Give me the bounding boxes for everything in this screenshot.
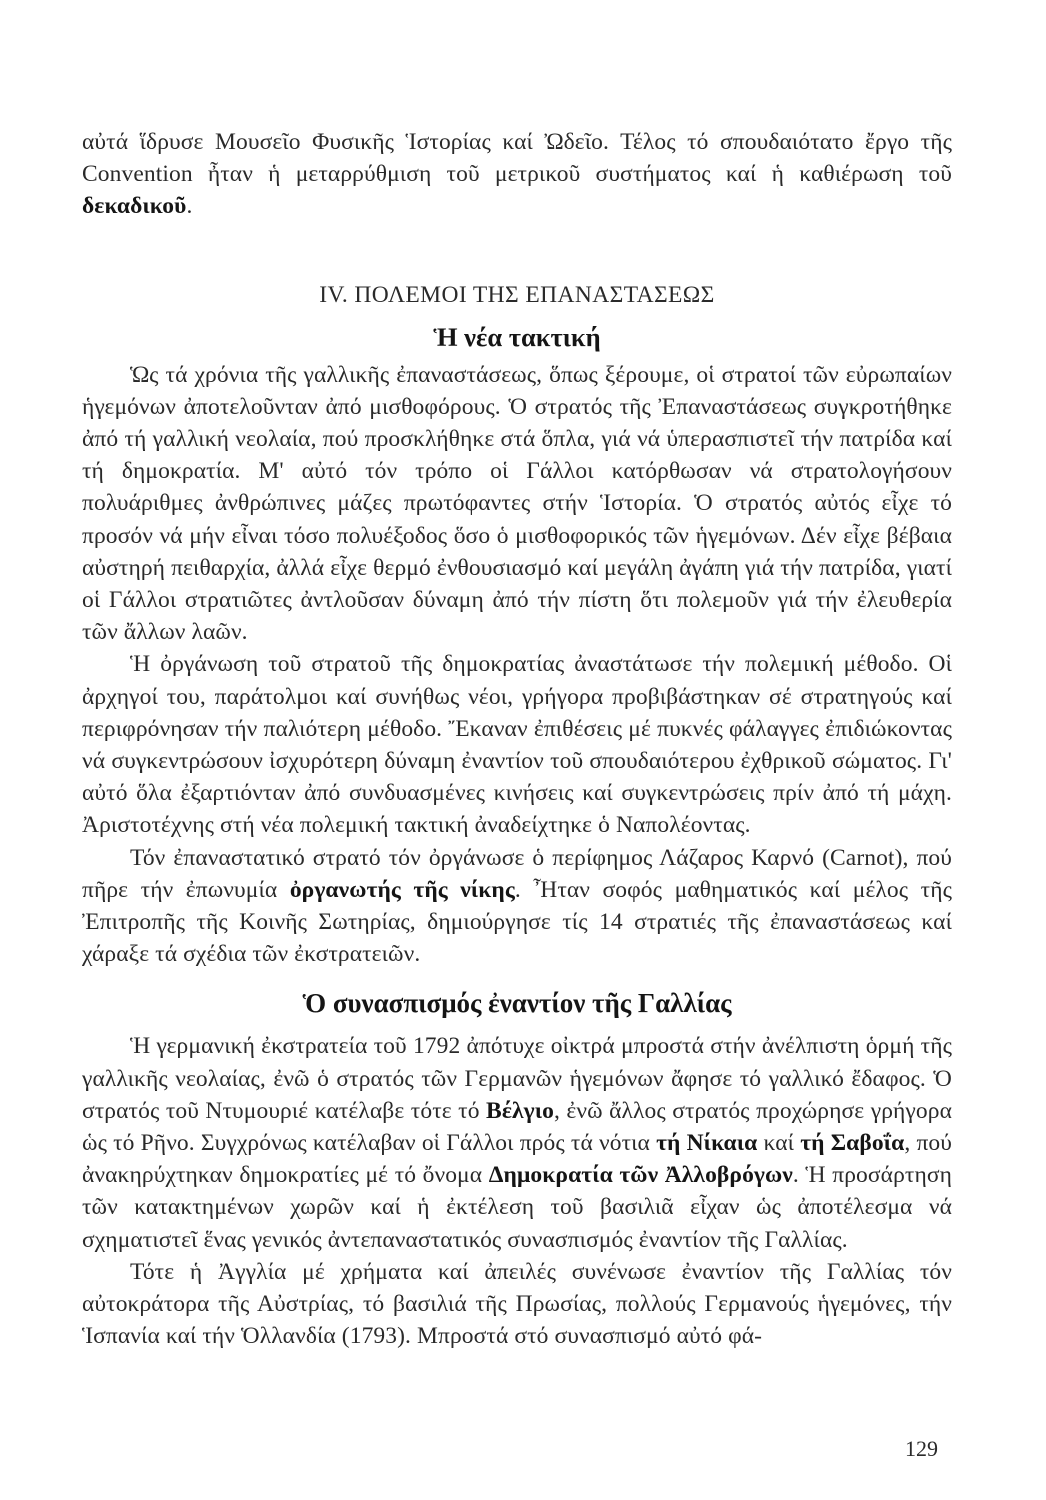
coalition-1-bold-allobroges: Δημοκρατία τῶν Ἀλλοβρόγων <box>488 1162 793 1189</box>
tactic-3-text-2: . Ἦταν σοφός μαθηματικός καί μέλος τῆς Ἐπιτροπῆς τῆς Κοινῆς Σωτηρίας, δημιούργησε τίς 14 στρατιές τῆς ἐπαναστάσεως καί χάραξε τά σχέδια τῶν ἐκστρατειῶν. <box>82 876 953 968</box>
paragraph-coalition-1 <box>82 1030 952 1255</box>
paragraph-tactic-2: Ἡ ὀργάνωση τοῦ στρατοῦ τῆς δημοκρατίας ἀναστάτωσε τήν πολεμική μέθοδο. Οἱ ἀρχηγοί του, παράτολμοι καί συνήθως νέοι, γρήγορα προβιβάστηκαν σέ στρατηγούς καί περιφρόνησαν τήν παλιότερη μέθοδο. Ἔκαναν ἐπιθέσεις μέ πυκνές φάλαγγες ἐπιδιώκοντας νά συγκεντρώσουν ἰσχυρότερη δύναμη ἐναντίον τοῦ σπουδαιότερου ἐχθρικοῦ σώματος. Γι' αὐτό ὅλα ἐξαρτιόνταν ἀπό συνδυασμένες κινήσεις καί συγκεντρώσεις πρίν ἀπό τή μάχη. Ἀριστοτέχνης στή νέα πολεμική τακτική ἀναδείχτηκε ὁ Ναπολέοντας. <box>82 651 952 839</box>
subsection-title-new-tactic: Ἡ νέα τακτική <box>433 321 601 352</box>
section-title: IV. ΠΟΛΕΜΟΙ ΤΗΣ ΕΠΑΝΑΣΤΑΣΕΩΣ <box>319 281 715 308</box>
intro-text-1: αὐτά ἵδρυσε Μουσεῖο Φυσικῆς Ἱστορίας καί Ὠδεῖο. Τέλος τό σπουδαιότατο ἔργο τῆς Convention ἦταν ἡ μεταρρύθμιση τοῦ μετρικοῦ συστήματος καί ἡ καθιέρωση τοῦ <box>82 129 952 188</box>
intro-paragraph <box>82 126 952 223</box>
coalition-1-bold-belgium: Βέλγιο <box>486 1097 554 1124</box>
coalition-1-text-1: Ἡ γερμανική ἐκστρατεία τοῦ 1792 ἀπότυχε οἰκτρά μπροστά στήν ἀνέλπιστη ὁρμή τῆς γαλλικῆς νεολαίας, ἐνῶ ὁ στρατός τῶν Γερμανῶν ἡγεμόνων ἄφησε τό γαλλικό ἔδαφος. Ὁ στρατός τοῦ Ντυμουριέ κατέλαβε τότε τό <box>82 1033 952 1124</box>
page-number: 129 <box>905 1436 938 1461</box>
coalition-1-text-5: . Ἡ προσάρτηση τῶν κατακτημένων χωρῶν καί ἡ ἐκτέλεση τοῦ βασιλιᾶ εἶχαν ὡς ἀποτέλεσμα νά σχηματιστεῖ ἕνας γενικός ἀντεπαναστατικός συνασπισμός ἐναντίον τῆς Γαλλίας. <box>82 1162 952 1253</box>
intro-bold-decimal: δεκαδικοῦ <box>82 193 187 220</box>
paragraph-tactic-1: Ὡς τά χρόνια τῆς γαλλικῆς ἐπαναστάσεως, ὅπως ξέρουμε, οἱ στρατοί τῶν εὐρωπαίων ἡγεμόνων ἀποτελοῦνταν ἀπό μισθοφόρους. Ὁ στρατός τῆς Ἐπαναστάσεως συγκροτήθηκε ἀπό τή γαλλική νεολαία, πού προσκλήθηκε στά ὅπλα, γιά νά ὑπερασπιστεῖ τήν πατρίδα καί τή δημοκρατία. Μ' αὐτό τόν τρόπο οἱ Γάλλοι κατόρθωσαν νά στρατολογήσουν πολυάριθμες ἀνθρώπινες μάζες πρωτόφαντες στήν Ἱστορία. Ὁ στρατός αὐτός εἶχε τό προσόν νά μήν εἶναι τόσο πολυέξοδος ὅσο ὁ μισθοφορικός τῶν ἡγεμόνων. Δέν εἶχε βέβαια αὐστηρή πειθαρχία, ἀλλά εἶχε θερμό ἐνθουσιασμό καί μεγάλη ἀγάπη γιά τήν πατρίδα, γιατί οἱ Γάλλοι στρατιῶτες ἀντλοῦσαν δύναμη ἀπό τήν πίστη ὅτι πολεμοῦν γιά τήν ἐλευθερία τῶν ἄλλων λαῶν. <box>82 361 952 646</box>
coalition-1-text-3: καί <box>757 1130 801 1157</box>
subsection-title-coalition: Ὁ συνασπισμός ἐναντίον τῆς Γαλλίας <box>302 988 732 1019</box>
coalition-1-text-4: , πού ἀνακηρύχτηκαν δημοκρατίες μέ τό ὄνομα <box>82 1130 953 1189</box>
tactic-3-text-1: Τόν ἐπαναστατικό στρατό τόν ὀργάνωσε ὁ περίφημος Λάζαρος Καρνό (Carnot), πού πῆρε τήν ἐπωνυμία <box>82 844 952 903</box>
coalition-1-text-2: , ἐνῶ ἄλλος στρατός προχώρησε γρήγορα ὡς τό Ρῆνο. Συγχρόνως κατέλαβαν οἱ Γάλλοι πρός τά νότια <box>82 1097 952 1157</box>
paragraph-coalition-2: Τότε ἡ Ἀγγλία μέ χρήματα καί ἀπειλές συνένωσε ἐναντίον τῆς Γαλλίας τόν αὐτοκράτορα τῆς Αὐστρίας, τό βασιλιά τῆς Πρωσίας, πολλούς Γερμανούς ἡγεμόνες, τήν Ἱσπανία καί τήν Ὁλλανδία (1793). Μπροστά στό συνασπισμό αὐτό φά- <box>82 1258 952 1350</box>
intro-text-2: . <box>186 193 193 220</box>
coalition-1-bold-savoy: τή Σαβοΐα <box>800 1130 905 1157</box>
coalition-1-bold-nice: τή Νίκαια <box>656 1130 758 1157</box>
tactic-3-bold-organizer: ὀργανωτής τῆς νίκης <box>289 876 515 903</box>
paragraph-tactic-3 <box>82 842 952 971</box>
page-body <box>82 126 952 1353</box>
